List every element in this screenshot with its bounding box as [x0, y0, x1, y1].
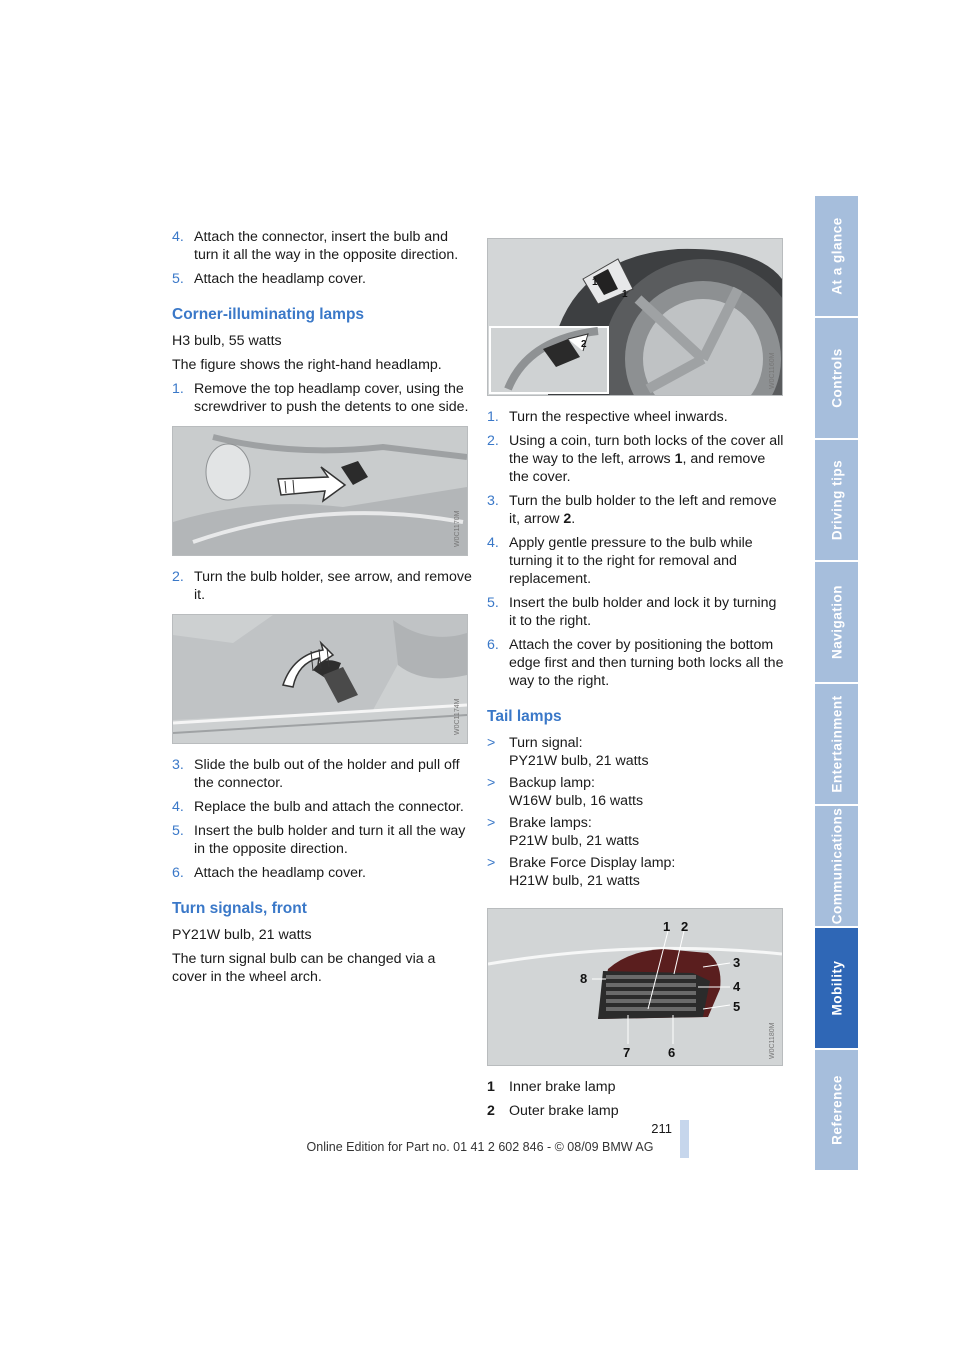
wheel-arch-illustration [488, 239, 782, 395]
step-4 [172, 228, 472, 264]
step-text: Attach the cover by positioning the bottom edge first and then turning both locks all the way to the right. [509, 637, 784, 689]
step-5 [172, 270, 472, 288]
figure-headlamp-cover [172, 426, 468, 556]
legend-number: 1 [487, 1079, 495, 1095]
step-number: 4. [172, 229, 184, 245]
tab-navigation[interactable]: Navigation [815, 562, 858, 684]
step-number: 4. [172, 799, 184, 815]
callout-label: 2 [681, 919, 689, 934]
step-number: 6. [487, 637, 499, 653]
figure-code: W0C1180M [769, 1022, 776, 1059]
list-item: > Turn signal: PY21W bulb, 21 watts [487, 735, 649, 769]
step-5 [172, 822, 472, 858]
step-text: Remove the top headlamp cover, using the screwdriver to push the detents to one side. [194, 381, 469, 415]
legend-text: Inner brake lamp [509, 1079, 616, 1095]
step-text: Slide the bulb out of the holder and pull off the connector. [194, 757, 460, 791]
step-number: 2. [487, 433, 499, 449]
callout-label: 6 [668, 1045, 676, 1060]
tab-communications[interactable]: Communications [815, 806, 858, 928]
figure-bulb-holder [172, 614, 468, 744]
step-text: Attach the connector, insert the bulb and turn it all the way in the opposite direction. [194, 229, 459, 263]
figure-tail-lamp [487, 908, 783, 1066]
chapter-tabs [815, 196, 858, 1172]
bullet-mark: > [487, 735, 496, 751]
paragraph: The turn signal bulb can be changed via a cover in the wheel arch. [172, 951, 436, 985]
step-text: Insert the bulb holder and turn it all the way in the opposite direction. [194, 823, 466, 857]
callout-label: 8 [580, 971, 588, 986]
step-number: 5. [172, 823, 184, 839]
callout-label: 1 [663, 919, 671, 934]
step-number: 6. [172, 865, 184, 881]
figure-code: W0C1160M [769, 352, 776, 389]
figure-code: W0C1170M [454, 510, 461, 547]
legend-text: Outer brake lamp [509, 1103, 619, 1119]
right-column [487, 238, 787, 1126]
step-1 [172, 380, 472, 416]
footer: Online Edition for Part no. 01 41 2 602 846 - © 08/09 BMW AG [306, 1140, 654, 1154]
step-number: 3. [487, 493, 499, 509]
legend-item [487, 1078, 787, 1096]
step-4 [172, 798, 472, 816]
step-3 [172, 756, 472, 792]
tab-controls[interactable]: Controls [815, 318, 858, 440]
step-text: Using a coin, turn both locks of the cover all the way to the left, arrows 1, and remove the cover. [509, 433, 784, 485]
figure-wheel-arch [487, 238, 783, 396]
list-item: > Brake Force Display lamp: H21W bulb, 21 watts [487, 855, 676, 889]
page-number: 211 [651, 1121, 672, 1136]
list-item: > Brake lamps: P21W bulb, 21 watts [487, 815, 640, 849]
figure-note: The figure shows the right-hand headlamp. [172, 357, 442, 373]
step-2 [172, 568, 472, 604]
step-number: 5. [172, 271, 184, 287]
step-number: 2. [172, 569, 184, 585]
callout-label: 5 [733, 999, 741, 1014]
step-4 [487, 534, 787, 588]
callout-label: 1 [592, 277, 598, 288]
step-6 [487, 636, 787, 690]
tab-entertainment[interactable]: Entertainment [815, 684, 858, 806]
step-text: Attach the headlamp cover. [194, 271, 366, 287]
section-heading-turn-signals: Turn signals, front [172, 900, 307, 917]
list-item: > Backup lamp: W16W bulb, 16 watts [487, 775, 644, 809]
bulb-holder-illustration [173, 615, 467, 743]
tab-mobility[interactable]: Mobility [815, 928, 858, 1050]
legend-number: 2 [487, 1103, 495, 1119]
callout-label: 1 [622, 289, 628, 300]
callout-label: 2 [581, 339, 587, 350]
step-6 [172, 864, 472, 882]
tab-driving-tips[interactable]: Driving tips [815, 440, 858, 562]
step-text: Turn the bulb holder, see arrow, and remove it. [194, 569, 472, 603]
callout-label: 4 [733, 979, 741, 994]
step-number: 4. [487, 535, 499, 551]
section-heading-tail-lamps: Tail lamps [487, 708, 562, 725]
tab-at-a-glance[interactable]: At a glance [815, 196, 858, 318]
left-column [172, 228, 472, 992]
bulb-spec: H3 bulb, 55 watts [172, 333, 282, 349]
step-2 [487, 432, 787, 486]
figure-code: W0C1174M [454, 698, 461, 735]
step-number: 3. [172, 757, 184, 773]
step-text: Insert the bulb holder and lock it by turning it to the right. [509, 595, 777, 629]
step-number: 5. [487, 595, 499, 611]
bullet-mark: > [487, 775, 496, 791]
step-1 [487, 408, 787, 426]
step-text: Turn the bulb holder to the left and remove it, arrow 2. [509, 493, 777, 527]
section-heading-corner-lamps: Corner-illuminating lamps [172, 306, 365, 323]
step-text: Replace the bulb and attach the connector. [194, 799, 464, 815]
bullet-mark: > [487, 855, 496, 871]
step-3 [487, 492, 787, 528]
callout-label: 3 [733, 955, 741, 970]
step-text: Attach the headlamp cover. [194, 865, 366, 881]
tab-reference[interactable]: Reference [815, 1050, 858, 1172]
legend-item [487, 1102, 787, 1120]
step-number: 1. [172, 381, 184, 397]
headlamp-cover-illustration [173, 427, 467, 555]
step-text: Turn the respective wheel inwards. [509, 409, 728, 425]
step-text: Apply gentle pressure to the bulb while turning it to the right for removal and replacement. [509, 535, 753, 587]
callout-label: 7 [623, 1045, 631, 1060]
step-5 [487, 594, 787, 630]
bullet-mark: > [487, 815, 496, 831]
bulb-spec: PY21W bulb, 21 watts [172, 927, 312, 943]
step-number: 1. [487, 409, 499, 425]
tail-lamp-illustration [488, 909, 782, 1065]
